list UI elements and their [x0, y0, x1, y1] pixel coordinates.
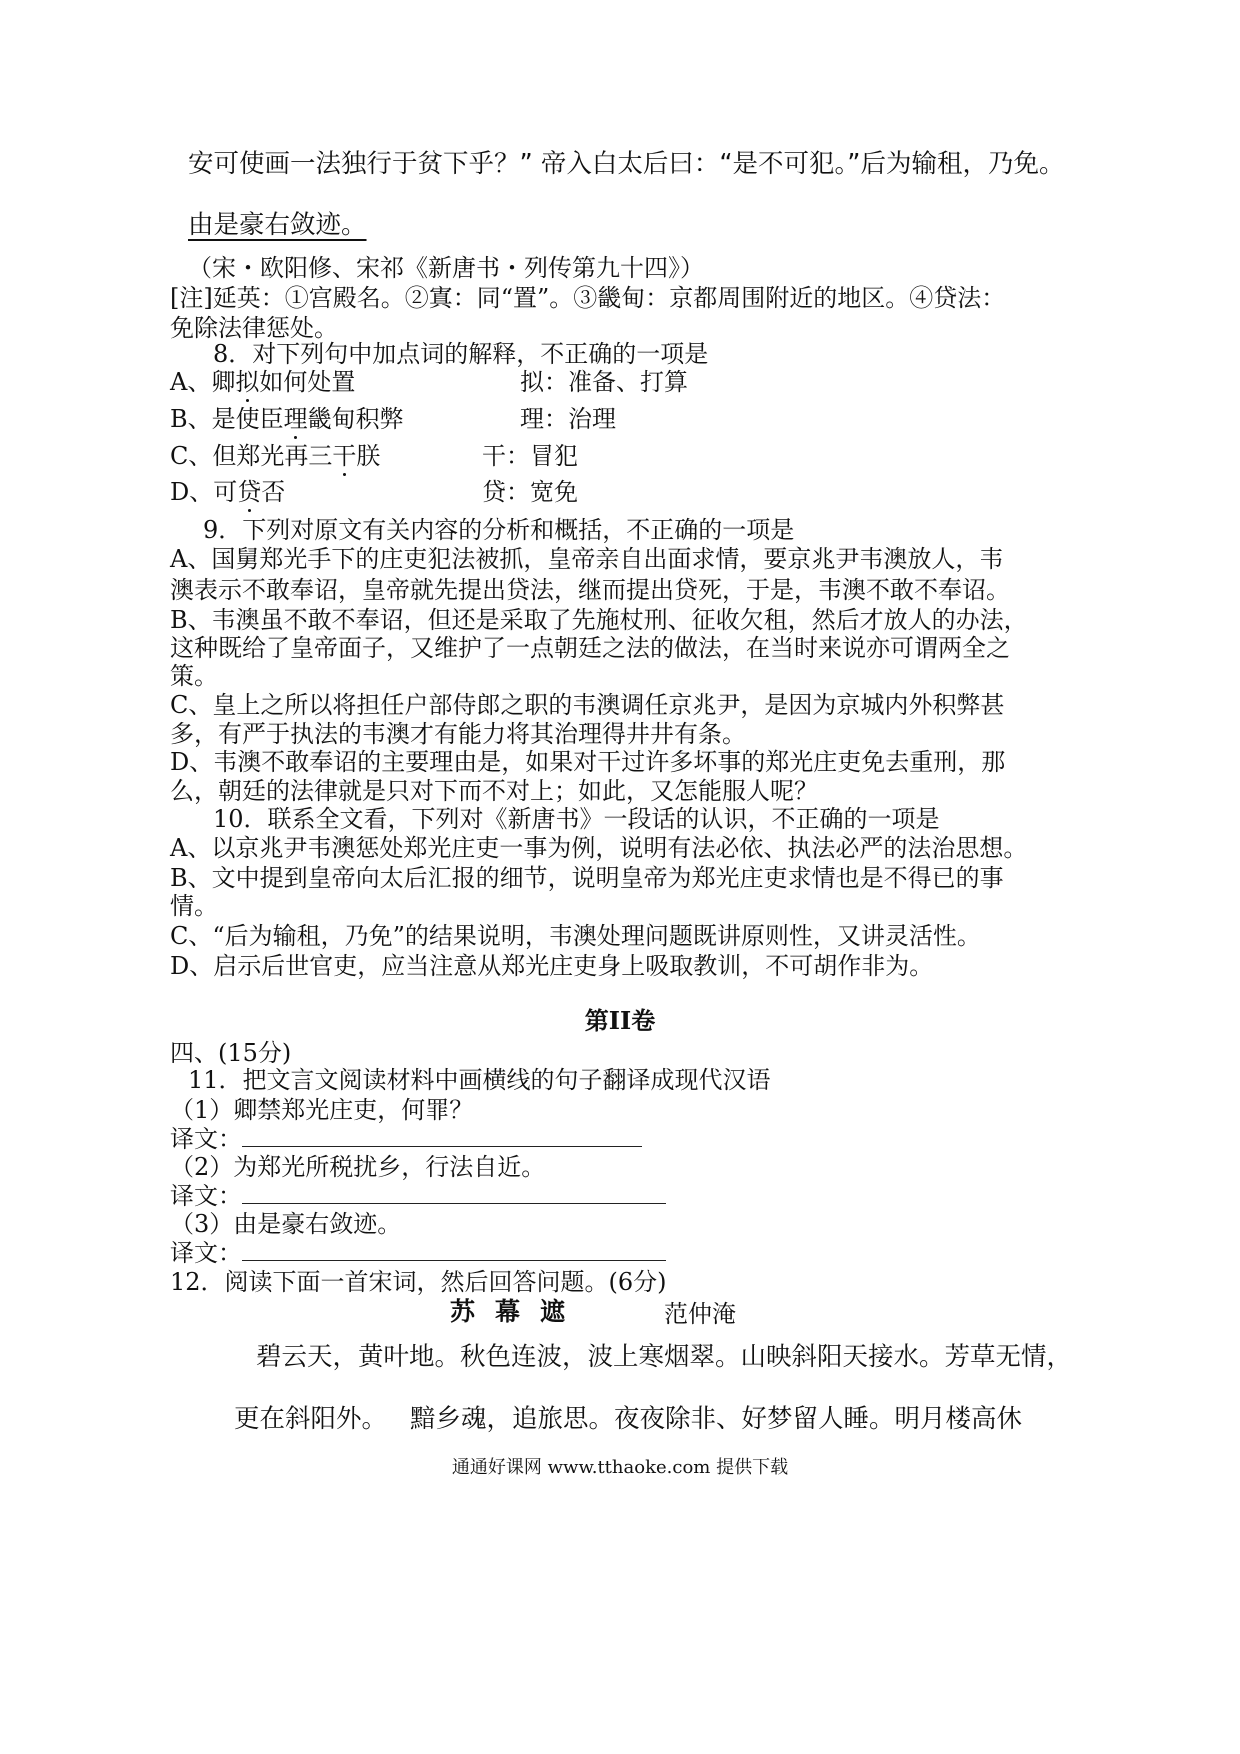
q8-option-d-dotted-word: 贷 [237, 478, 262, 506]
q8-option-d-pre: D、可 [170, 478, 238, 506]
q8-option-d-post: 否 [261, 478, 286, 506]
q12-stem: 12．阅读下面一首宋词，然后回答问题。(6分) [170, 1268, 667, 1296]
q10-line: 情。 [170, 892, 218, 920]
q9-line: D、韦澳不敢奉诏的主要理由是，如果对干过许多坏事的郑光庄吏免去重刑，那 [170, 748, 1006, 776]
q8-option-a-dotted-word: 拟 [235, 368, 260, 396]
q8-stem: 8．对下列句中加点词的解释，不正确的一项是 [213, 340, 709, 368]
answer-blank[interactable] [242, 1181, 666, 1204]
q9-line: 多，有严于执法的韦澳才有能力将其治理得井井有条。 [170, 720, 746, 748]
poem-title: 苏幕遮 [450, 1297, 586, 1326]
q8-option-a-explain: 拟：准备、打算 [520, 368, 688, 396]
translation-label: 译文： [170, 1239, 242, 1267]
poem-line-2b: 黯乡魂，追旅思。夜夜除非、好梦留人睡。明月楼高休 [410, 1404, 1023, 1434]
q10-line: A、以京兆尹韦澳惩处郑光庄吏一事为例，说明有法必依、执法必严的法治思想。 [170, 834, 1028, 862]
note-line-2: 免除法律惩处。 [170, 314, 338, 342]
q11-item-3: （3）由是豪右敛迹。 [170, 1210, 402, 1238]
q9-line: 策。 [170, 662, 218, 690]
translation-label: 译文： [170, 1125, 242, 1153]
poem-line-2a: 更在斜阳外。 [234, 1404, 388, 1434]
q11-stem: 11．把文言文阅读材料中画横线的句子翻译成现代汉语 [188, 1066, 771, 1094]
q9-line: C、皇上之所以将担任户部侍郎之职的韦澳调任京兆尹，是因为京城内外积弊甚 [170, 691, 1005, 719]
translation-label: 译文： [170, 1182, 242, 1210]
q10-line: C、“后为输租，乃免”的结果说明，韦澳处理问题既讲原则性，又讲灵活性。 [170, 922, 981, 950]
q8-option-b-pre: B、是使臣 [170, 405, 284, 433]
q8-option-d-explain: 贷：宽免 [482, 478, 578, 506]
section-four-heading: 四、(15分) [170, 1039, 292, 1067]
q9-line: B、韦澳虽不敢不奉诏，但还是采取了先施杖刑、征收欠租，然后才放人的办法， [170, 606, 1028, 634]
passage-source: （宋・欧阳修、宋祁《新唐书・列传第九十四》） [188, 254, 704, 282]
q9-stem: 9．下列对原文有关内容的分析和概括，不正确的一项是 [203, 516, 795, 544]
passage-line-1: 安可使画一法独行于贫下乎？” 帝入白太后曰：“是不可犯。”后为输租，乃免。 [188, 149, 1065, 179]
q8-option-d [170, 476, 285, 508]
passage-line-2-underlined: 由是豪右敛迹。 [188, 210, 367, 240]
q10-stem: 10．联系全文看，下列对《新唐书》一段话的认识，不正确的一项是 [213, 805, 940, 833]
q8-option-c-explain: 干：冒犯 [482, 442, 578, 470]
q11-item-1: （1）卿禁郑光庄吏，何罪？ [170, 1096, 474, 1124]
part-ii-title: 第II卷 [584, 1006, 656, 1035]
footer-credit: 通通好课网 www.tthaoke.com 提供下载 [451, 1457, 789, 1478]
q8-option-b [170, 403, 404, 435]
q9-line: 澳表示不敢奉诏，皇帝就先提出贷法，继而提出贷死，于是，韦澳不敢不奉诏。 [170, 576, 1010, 604]
q8-option-c [170, 440, 380, 472]
q8-option-b-explain: 理：治理 [520, 405, 616, 433]
note-line-1: [注]延英：①宫殿名。②寘：同“置”。③畿甸：京都周围附近的地区。④贷法： [170, 284, 1006, 312]
q11-answer-line-3[interactable] [170, 1237, 666, 1269]
q8-option-b-post: 畿甸积弊 [307, 405, 404, 433]
q8-option-c-pre: C、但郑光再三 [170, 442, 333, 470]
answer-blank[interactable] [242, 1124, 642, 1147]
poem-author: 范仲淹 [664, 1300, 736, 1328]
q8-option-c-post: 朕 [356, 442, 381, 470]
q9-line: A、国舅郑光手下的庄吏犯法被抓，皇帝亲自出面求情，要京兆尹韦澳放人，韦 [170, 545, 1004, 573]
answer-blank[interactable] [242, 1238, 666, 1261]
q9-line: 这种既给了皇帝面子，又维护了一点朝廷之法的做法，在当时来说亦可谓两全之 [170, 634, 1010, 662]
q10-line: D、启示后世官吏，应当注意从郑光庄吏身上吸取教训，不可胡作非为。 [170, 952, 934, 980]
q8-option-b-dotted-word: 理 [283, 405, 308, 433]
q8-option-a-post: 如何处置 [259, 368, 356, 396]
q8-option-c-dotted-word: 干 [332, 442, 357, 470]
q9-line: 么，朝廷的法律就是只对下而不对上；如此，又怎能服人呢？ [170, 777, 818, 805]
q10-line: B、文中提到皇帝向太后汇报的细节，说明皇帝为郑光庄吏求情也是不得已的事 [170, 864, 1004, 892]
poem-line-1: 碧云天，黄叶地。秋色连波，波上寒烟翠。山映斜阳天接水。芳草无情， [256, 1342, 1073, 1372]
q8-option-a-pre: A、卿 [170, 368, 236, 396]
q8-option-a [170, 366, 355, 398]
q11-item-2: （2）为郑光所税扰乡，行法自近。 [170, 1153, 546, 1181]
